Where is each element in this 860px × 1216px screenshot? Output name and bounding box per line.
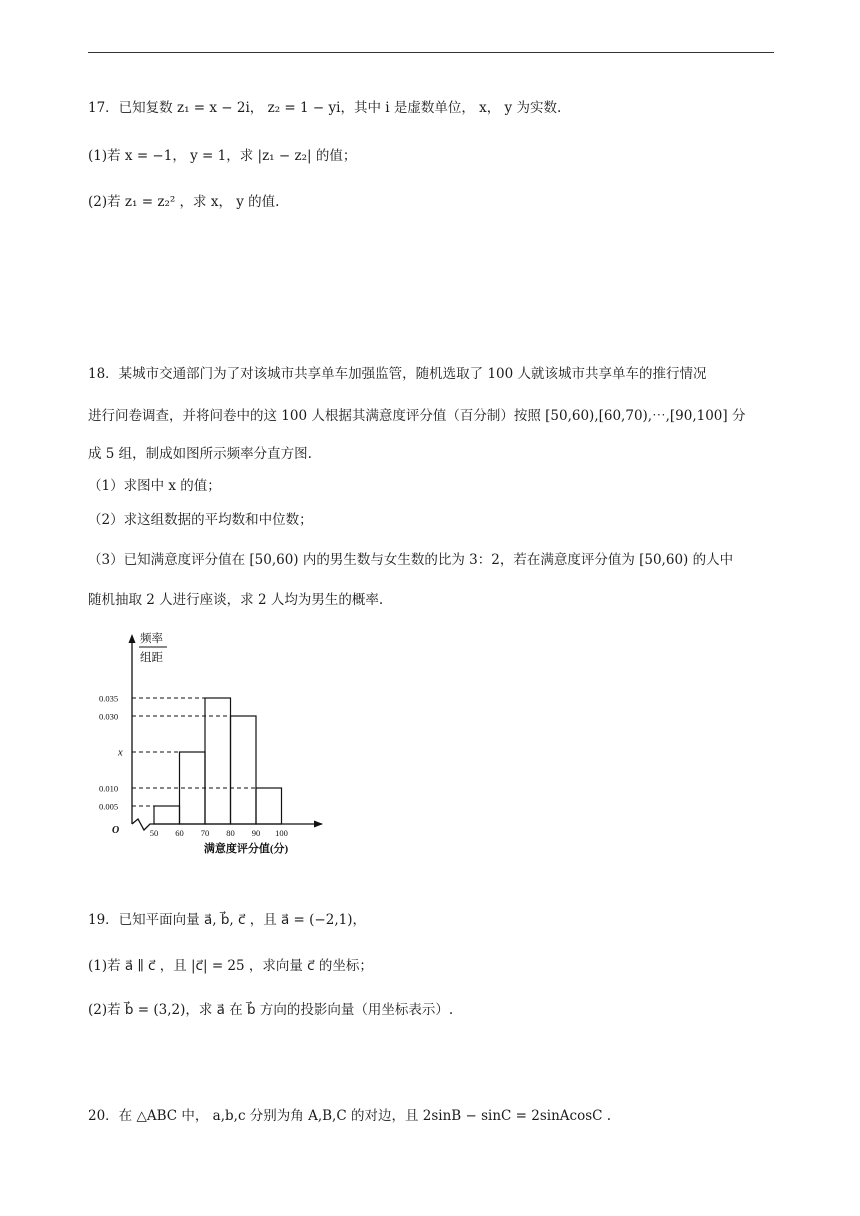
y-tick-label-4: 0.030 xyxy=(99,711,119,722)
origin-label: O xyxy=(112,825,120,836)
q18-sub3: （3）已知满意度评分值在 [50,60) 内的男生数与女生数的比为 3：2，若在满意度评分值为 [50,60) 的人中 xyxy=(88,552,734,568)
histogram-bar-1 xyxy=(154,806,180,824)
histogram-bar-3 xyxy=(205,698,231,824)
histogram-figure xyxy=(96,626,356,858)
y-tick-label-5: 0.035 xyxy=(99,693,119,704)
x-tick-label-4: 80 xyxy=(226,828,235,838)
y-axis-arrow xyxy=(129,634,136,643)
y-tick-label-2: 0.010 xyxy=(99,783,119,794)
q20-stem: 20．在 △ABC 中， a,b,c 分别为角 A,B,C 的对边，且 2sinB − sinC = 2sinAcosC . xyxy=(88,1108,612,1124)
q19-part2: (2)若 b⃗ = (3,2)，求 a⃗ 在 b⃗ 方向的投影向量（用坐标表示）. xyxy=(88,1002,454,1018)
q18-line1: 18．某城市交通部门为了对该城市共享单车加强监管，随机选取了 100 人就该城市共享单车的推行情况 xyxy=(88,366,707,382)
q18-sub2: （2）求这组数据的平均数和中位数； xyxy=(88,512,313,528)
histogram-svg xyxy=(96,626,356,858)
x-axis-arrow xyxy=(314,821,323,828)
q17-stem: 17．已知复数 z₁ = x − 2i， z₂ = 1 − yi，其中 i 是虚数单位， x， y 为实数. xyxy=(88,100,562,116)
x-axis-label: 满意度评分值(分) xyxy=(203,843,289,855)
histogram-bar-5 xyxy=(256,788,282,824)
q17-part1: (1)若 x = −1， y = 1，求 |z₁ − z₂| 的值； xyxy=(88,148,357,164)
y-tick-label-1: 0.005 xyxy=(99,801,119,812)
x-tick-label-2: 60 xyxy=(175,828,184,838)
q17-part2: (2)若 z₁ = z₂² ，求 x， y 的值. xyxy=(88,194,280,210)
histogram-bar-4 xyxy=(231,716,257,824)
q18-line2: 进行问卷调查，并将问卷中的这 100 人根据其满意度评分值（百分制）按照 [50,60),[60,70),⋯,[90,100] 分 xyxy=(88,408,746,424)
y-axis-label-top: 频率 xyxy=(140,633,163,645)
header-rule xyxy=(88,52,774,53)
x-tick-label-1: 50 xyxy=(149,828,159,838)
q19-part1: (1)若 a⃗ ∥ c⃗ ，且 |c⃗| = 25 ，求向量 c⃗ 的坐标； xyxy=(88,958,373,974)
y-axis-label-bottom: 组距 xyxy=(140,652,163,664)
q18-line3: 成 5 组，制成如图所示频率分直方图. xyxy=(88,446,312,462)
q18-sub1: （1）求图中 x 的值； xyxy=(88,478,221,494)
q19-stem: 19．已知平面向量 a⃗, b⃗, c⃗ ，且 a⃗ = (−2,1)， xyxy=(88,912,366,928)
y-tick-label-3: x xyxy=(118,747,123,759)
x-tick-label-5: 90 xyxy=(251,828,261,838)
q18-sub3-cont: 随机抽取 2 人进行座谈，求 2 人均为男生的概率. xyxy=(88,592,384,608)
x-tick-label-6: 100 xyxy=(275,828,288,838)
x-tick-label-3: 70 xyxy=(200,828,210,838)
